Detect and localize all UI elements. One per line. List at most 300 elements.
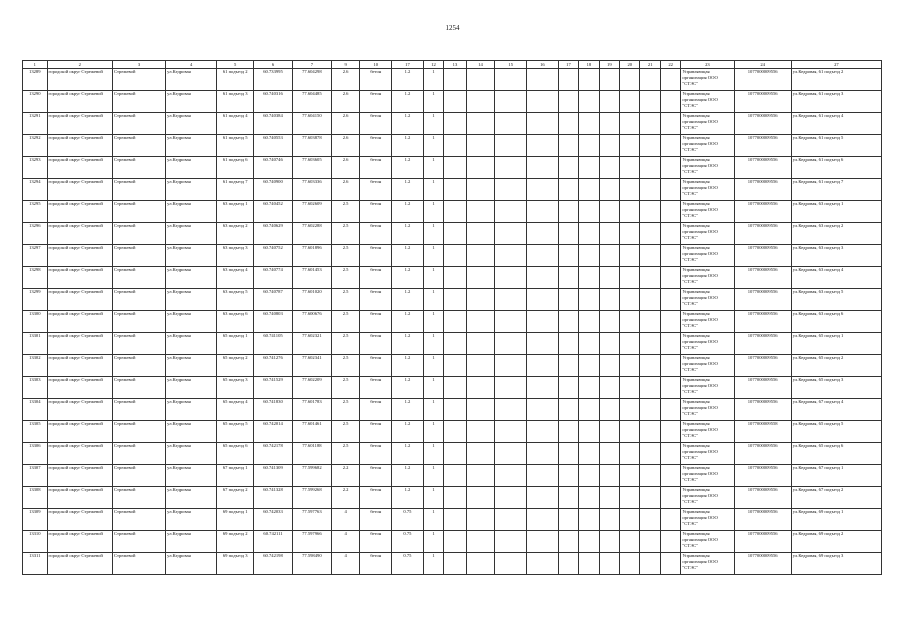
cell-empty <box>527 157 559 179</box>
cell-empty <box>599 113 619 135</box>
cell-empty <box>640 267 660 289</box>
cell-district: городской округ Стрежевой <box>47 421 112 443</box>
cell-empty <box>620 377 640 399</box>
cell-empty <box>640 223 660 245</box>
cell-empty <box>444 91 466 113</box>
cell-material: бетон <box>360 135 392 157</box>
cell-area: 2.5 <box>331 289 360 311</box>
cell-empty <box>466 113 495 135</box>
cell-house: 63 подъезд 2 <box>217 223 254 245</box>
table-row <box>23 69 882 91</box>
cell-count: 1 <box>423 465 443 487</box>
cell-lon: 77.603605 <box>292 157 331 179</box>
cell-empty <box>466 289 495 311</box>
cell-empty <box>620 91 640 113</box>
cell-empty <box>444 487 466 509</box>
cell-org: Управляющая организация ООО "СТЭС" <box>681 201 734 223</box>
cell-street: ул.Кедровая <box>166 289 217 311</box>
cell-empty <box>527 355 559 377</box>
cell-empty <box>640 421 660 443</box>
cell-empty <box>620 531 640 553</box>
cell-empty <box>558 245 578 267</box>
cell-district: городской округ Стрежевой <box>47 553 112 575</box>
cell-empty <box>599 91 619 113</box>
cell-material: бетон <box>360 311 392 333</box>
cell-lon: 77.599682 <box>292 465 331 487</box>
cell-id: 13300 <box>23 311 48 333</box>
cell-count: 1 <box>423 245 443 267</box>
cell-org: Управляющая организация ООО "СТЭС" <box>681 289 734 311</box>
cell-count: 1 <box>423 399 443 421</box>
cell-empty <box>640 201 660 223</box>
cell-vol: 1.2 <box>392 465 424 487</box>
cell-empty <box>640 245 660 267</box>
cell-empty <box>444 267 466 289</box>
cell-lat: 60.740553 <box>254 135 293 157</box>
table-row <box>23 135 882 157</box>
cell-lon: 77.597763 <box>292 509 331 531</box>
cell-vol: 1.2 <box>392 267 424 289</box>
cell-vol: 1.2 <box>392 201 424 223</box>
cell-lon: 77.604150 <box>292 113 331 135</box>
cell-area: 2.5 <box>331 245 360 267</box>
cell-empty <box>495 267 527 289</box>
cell-empty <box>599 509 619 531</box>
cell-empty <box>527 223 559 245</box>
cell-inn: 1077000009556 <box>734 443 791 465</box>
cell-house: 65 подъезд 3 <box>217 377 254 399</box>
cell-empty <box>444 135 466 157</box>
table-row <box>23 311 882 333</box>
column-header: 24 <box>734 61 791 69</box>
cell-house: 61 подъезд 3 <box>217 91 254 113</box>
cell-empty <box>527 487 559 509</box>
cell-vol: 1.2 <box>392 157 424 179</box>
cell-material: бетон <box>360 69 392 91</box>
table-row <box>23 267 882 289</box>
cell-house: 61 подъезд 6 <box>217 157 254 179</box>
cell-empty <box>444 179 466 201</box>
cell-empty <box>466 421 495 443</box>
cell-vol: 1.2 <box>392 487 424 509</box>
cell-empty <box>527 113 559 135</box>
page-number: 1254 <box>445 24 460 32</box>
cell-empty <box>558 179 578 201</box>
cell-settlement: Стрежевой <box>112 377 165 399</box>
cell-district: городской округ Стрежевой <box>47 201 112 223</box>
cell-vol: 1.2 <box>392 69 424 91</box>
cell-empty <box>466 91 495 113</box>
cell-house: 65 подъезд 4 <box>217 399 254 421</box>
cell-street: ул.Кедровая <box>166 91 217 113</box>
cell-material: бетон <box>360 421 392 443</box>
cell-empty <box>444 333 466 355</box>
table-row <box>23 223 882 245</box>
cell-count: 1 <box>423 91 443 113</box>
cell-id: 13297 <box>23 245 48 267</box>
cell-material: бетон <box>360 91 392 113</box>
cell-org: Управляющая организация ООО "СТЭС" <box>681 157 734 179</box>
cell-empty <box>558 553 578 575</box>
cell-area: 2.2 <box>331 465 360 487</box>
cell-house: 69 подъезд 2 <box>217 531 254 553</box>
cell-lon: 77.601453 <box>292 267 331 289</box>
cell-id: 13302 <box>23 355 48 377</box>
cell-empty <box>579 91 599 113</box>
cell-address: ул.Кедровая, 65 подъезд 6 <box>791 443 881 465</box>
cell-empty <box>640 377 660 399</box>
cell-empty <box>444 377 466 399</box>
cell-empty <box>599 355 619 377</box>
cell-inn: 1077000009556 <box>734 531 791 553</box>
cell-inn: 1077000009556 <box>734 553 791 575</box>
cell-empty <box>599 267 619 289</box>
cell-empty <box>466 333 495 355</box>
cell-vol: 1.2 <box>392 91 424 113</box>
cell-empty <box>579 377 599 399</box>
cell-empty <box>444 245 466 267</box>
cell-street: ул.Кедровая <box>166 487 217 509</box>
cell-empty <box>660 69 680 91</box>
cell-empty <box>640 135 660 157</box>
cell-material: бетон <box>360 113 392 135</box>
cell-count: 1 <box>423 333 443 355</box>
cell-empty <box>599 245 619 267</box>
cell-lat: 60.741276 <box>254 355 293 377</box>
cell-empty <box>579 113 599 135</box>
cell-area: 2.2 <box>331 487 360 509</box>
cell-empty <box>466 399 495 421</box>
cell-district: городской округ Стрежевой <box>47 113 112 135</box>
cell-empty <box>620 399 640 421</box>
cell-material: бетон <box>360 179 392 201</box>
cell-area: 2.6 <box>331 113 360 135</box>
cell-lat: 60.740803 <box>254 311 293 333</box>
cell-id: 13311 <box>23 553 48 575</box>
cell-empty <box>558 399 578 421</box>
cell-empty <box>466 487 495 509</box>
cell-inn: 1077000009556 <box>734 91 791 113</box>
cell-lat: 60.741830 <box>254 399 293 421</box>
cell-material: бетон <box>360 553 392 575</box>
cell-lat: 60.733995 <box>254 69 293 91</box>
cell-settlement: Стрежевой <box>112 487 165 509</box>
cell-empty <box>527 179 559 201</box>
cell-empty <box>599 311 619 333</box>
cell-inn: 1077000009556 <box>734 311 791 333</box>
cell-empty <box>579 333 599 355</box>
cell-area: 2.6 <box>331 135 360 157</box>
cell-empty <box>660 465 680 487</box>
cell-vol: 0.75 <box>392 531 424 553</box>
cell-settlement: Стрежевой <box>112 333 165 355</box>
cell-empty <box>660 531 680 553</box>
cell-id: 13305 <box>23 421 48 443</box>
cell-empty <box>466 179 495 201</box>
cell-org: Управляющая организация ООО "СТЭС" <box>681 223 734 245</box>
cell-empty <box>495 245 527 267</box>
cell-empty <box>640 311 660 333</box>
cell-lon: 77.604298 <box>292 69 331 91</box>
cell-street: ул.Кедровая <box>166 245 217 267</box>
cell-empty <box>495 421 527 443</box>
cell-address: ул.Кедровая, 61 подъезд 3 <box>791 91 881 113</box>
cell-org: Управляющая организация ООО "СТЭС" <box>681 113 734 135</box>
cell-inn: 1077000009558 <box>734 421 791 443</box>
cell-empty <box>527 421 559 443</box>
cell-empty <box>660 245 680 267</box>
table-row <box>23 355 882 377</box>
cell-district: городской округ Стрежевой <box>47 377 112 399</box>
cell-lat: 60.740900 <box>254 179 293 201</box>
cell-inn: 1077000009556 <box>734 399 791 421</box>
cell-lon: 77.603878 <box>292 135 331 157</box>
table-row <box>23 531 882 553</box>
cell-count: 1 <box>423 69 443 91</box>
cell-empty <box>579 69 599 91</box>
cell-settlement: Стрежевой <box>112 91 165 113</box>
cell-empty <box>579 267 599 289</box>
cell-empty <box>599 443 619 465</box>
cell-empty <box>640 355 660 377</box>
cell-lat: 60.742033 <box>254 509 293 531</box>
cell-settlement: Стрежевой <box>112 553 165 575</box>
cell-street: ул.Кедровая <box>166 553 217 575</box>
cell-org: Управляющая организация ООО "СТЭС" <box>681 443 734 465</box>
cell-house: 61 подъезд 4 <box>217 113 254 135</box>
cell-count: 1 <box>423 355 443 377</box>
cell-empty <box>660 267 680 289</box>
cell-vol: 1.2 <box>392 399 424 421</box>
cell-empty <box>558 69 578 91</box>
cell-district: городской округ Стрежевой <box>47 135 112 157</box>
cell-empty <box>444 421 466 443</box>
cell-house: 63 подъезд 6 <box>217 311 254 333</box>
cell-empty <box>620 421 640 443</box>
cell-inn: 1077000009556 <box>734 333 791 355</box>
cell-empty <box>466 377 495 399</box>
cell-empty <box>495 289 527 311</box>
cell-id: 13295 <box>23 201 48 223</box>
cell-empty <box>558 421 578 443</box>
cell-empty <box>660 553 680 575</box>
column-header: 21 <box>640 61 660 69</box>
cell-lat: 60.741328 <box>254 487 293 509</box>
cell-vol: 1.2 <box>392 443 424 465</box>
cell-material: бетон <box>360 487 392 509</box>
cell-empty <box>527 377 559 399</box>
cell-org: Управляющая организация ООО "СТЭС" <box>681 267 734 289</box>
cell-empty <box>466 245 495 267</box>
cell-district: городской округ Стрежевой <box>47 311 112 333</box>
cell-count: 1 <box>423 421 443 443</box>
cell-settlement: Стрежевой <box>112 443 165 465</box>
cell-empty <box>599 377 619 399</box>
column-header: 4 <box>166 61 217 69</box>
cell-lon: 77.602341 <box>292 355 331 377</box>
cell-empty <box>620 267 640 289</box>
cell-area: 2.5 <box>331 399 360 421</box>
cell-empty <box>495 377 527 399</box>
cell-area: 2.5 <box>331 355 360 377</box>
cell-empty <box>558 311 578 333</box>
cell-id: 13294 <box>23 179 48 201</box>
cell-id: 13289 <box>23 69 48 91</box>
cell-vol: 1.2 <box>392 355 424 377</box>
cell-empty <box>527 245 559 267</box>
cell-lat: 60.741105 <box>254 333 293 355</box>
cell-empty <box>620 509 640 531</box>
cell-empty <box>579 531 599 553</box>
cell-street: ул.Кедровая <box>166 531 217 553</box>
cell-empty <box>527 91 559 113</box>
cell-street: ул.Кедровая <box>166 421 217 443</box>
cell-empty <box>599 201 619 223</box>
cell-empty <box>579 135 599 157</box>
cell-house: 63 подъезд 5 <box>217 289 254 311</box>
column-header: 17 <box>392 61 424 69</box>
cell-empty <box>579 311 599 333</box>
cell-inn: 1077000009556 <box>734 267 791 289</box>
cell-street: ул.Кедровая <box>166 311 217 333</box>
cell-empty <box>620 223 640 245</box>
cell-empty <box>660 509 680 531</box>
cell-empty <box>660 377 680 399</box>
cell-address: ул.Кедровая, 61 подъезд 6 <box>791 157 881 179</box>
cell-lat: 60.740316 <box>254 91 293 113</box>
cell-area: 2.5 <box>331 201 360 223</box>
cell-settlement: Стрежевой <box>112 465 165 487</box>
cell-empty <box>444 465 466 487</box>
cell-empty <box>599 157 619 179</box>
cell-vol: 1.2 <box>392 113 424 135</box>
cell-org: Управляющая организация ООО "СТЭС" <box>681 91 734 113</box>
cell-vol: 1.2 <box>392 245 424 267</box>
cell-empty <box>558 465 578 487</box>
cell-material: бетон <box>360 289 392 311</box>
cell-address: ул.Кедровая, 65 подъезд 1 <box>791 333 881 355</box>
cell-empty <box>495 91 527 113</box>
cell-empty <box>599 289 619 311</box>
cell-id: 13291 <box>23 113 48 135</box>
cell-material: бетон <box>360 443 392 465</box>
cell-empty <box>466 135 495 157</box>
cell-empty <box>495 113 527 135</box>
cell-org: Управляющая организация ООО "СТЭС" <box>681 531 734 553</box>
cell-lon: 77.601188 <box>292 443 331 465</box>
cell-street: ул.Кедровая <box>166 267 217 289</box>
cell-empty <box>579 509 599 531</box>
cell-material: бетон <box>360 157 392 179</box>
cell-empty <box>466 355 495 377</box>
cell-empty <box>579 465 599 487</box>
cell-lon: 77.601783 <box>292 399 331 421</box>
cell-empty <box>466 201 495 223</box>
cell-empty <box>620 553 640 575</box>
cell-empty <box>599 531 619 553</box>
cell-empty <box>660 91 680 113</box>
cell-org: Управляющая организация ООО "СТЭС" <box>681 465 734 487</box>
table-row <box>23 157 882 179</box>
cell-empty <box>620 311 640 333</box>
cell-empty <box>527 531 559 553</box>
cell-empty <box>640 553 660 575</box>
cell-inn: 1077000009556 <box>734 355 791 377</box>
cell-empty <box>558 531 578 553</box>
cell-area: 2.5 <box>331 377 360 399</box>
cell-street: ул.Кедровая <box>166 399 217 421</box>
cell-address: ул.Кедровая, 63 подъезд 2 <box>791 223 881 245</box>
cell-area: 4 <box>331 509 360 531</box>
cell-house: 63 подъезд 4 <box>217 267 254 289</box>
cell-house: 61 подъезд 2 <box>217 69 254 91</box>
cell-empty <box>495 157 527 179</box>
cell-empty <box>579 421 599 443</box>
cell-inn: 1077000009556 <box>734 509 791 531</box>
cell-vol: 1.2 <box>392 421 424 443</box>
cell-empty <box>444 509 466 531</box>
cell-address: ул.Кедровая, 67 подъезд 4 <box>791 399 881 421</box>
cell-count: 1 <box>423 553 443 575</box>
cell-empty <box>620 487 640 509</box>
cell-empty <box>579 289 599 311</box>
cell-empty <box>495 223 527 245</box>
cell-lat: 60.741529 <box>254 377 293 399</box>
cell-district: городской округ Стрежевой <box>47 465 112 487</box>
cell-area: 2.5 <box>331 223 360 245</box>
cell-count: 1 <box>423 311 443 333</box>
column-header: 19 <box>599 61 619 69</box>
cell-empty <box>620 113 640 135</box>
cell-vol: 1.2 <box>392 223 424 245</box>
cell-empty <box>444 201 466 223</box>
cell-material: бетон <box>360 245 392 267</box>
cell-empty <box>444 289 466 311</box>
cell-empty <box>660 289 680 311</box>
column-header: 2 <box>47 61 112 69</box>
cell-settlement: Стрежевой <box>112 135 165 157</box>
cell-id: 13293 <box>23 157 48 179</box>
cell-empty <box>527 509 559 531</box>
cell-address: ул.Кедровая, 69 подъезд 3 <box>791 553 881 575</box>
cell-address: ул.Кедровая, 63 подъезд 5 <box>791 289 881 311</box>
cell-empty <box>495 443 527 465</box>
table-row <box>23 201 882 223</box>
cell-street: ул.Кедровая <box>166 465 217 487</box>
cell-empty <box>579 245 599 267</box>
cell-empty <box>640 69 660 91</box>
table-body <box>23 69 882 575</box>
cell-lat: 60.742198 <box>254 553 293 575</box>
cell-settlement: Стрежевой <box>112 399 165 421</box>
cell-area: 2.6 <box>331 69 360 91</box>
cell-district: городской округ Стрежевой <box>47 91 112 113</box>
cell-empty <box>444 223 466 245</box>
cell-empty <box>640 487 660 509</box>
column-header: 12 <box>423 61 443 69</box>
column-header: 17 <box>558 61 578 69</box>
cell-material: бетон <box>360 355 392 377</box>
cell-area: 2.5 <box>331 421 360 443</box>
cell-district: городской округ Стрежевой <box>47 69 112 91</box>
column-header: 3 <box>112 61 165 69</box>
cell-empty <box>620 201 640 223</box>
cell-empty <box>527 201 559 223</box>
cell-house: 67 подъезд 2 <box>217 487 254 509</box>
cell-house: 65 подъезд 5 <box>217 421 254 443</box>
cell-lon: 77.602209 <box>292 377 331 399</box>
cell-inn: 1077000009556 <box>734 157 791 179</box>
